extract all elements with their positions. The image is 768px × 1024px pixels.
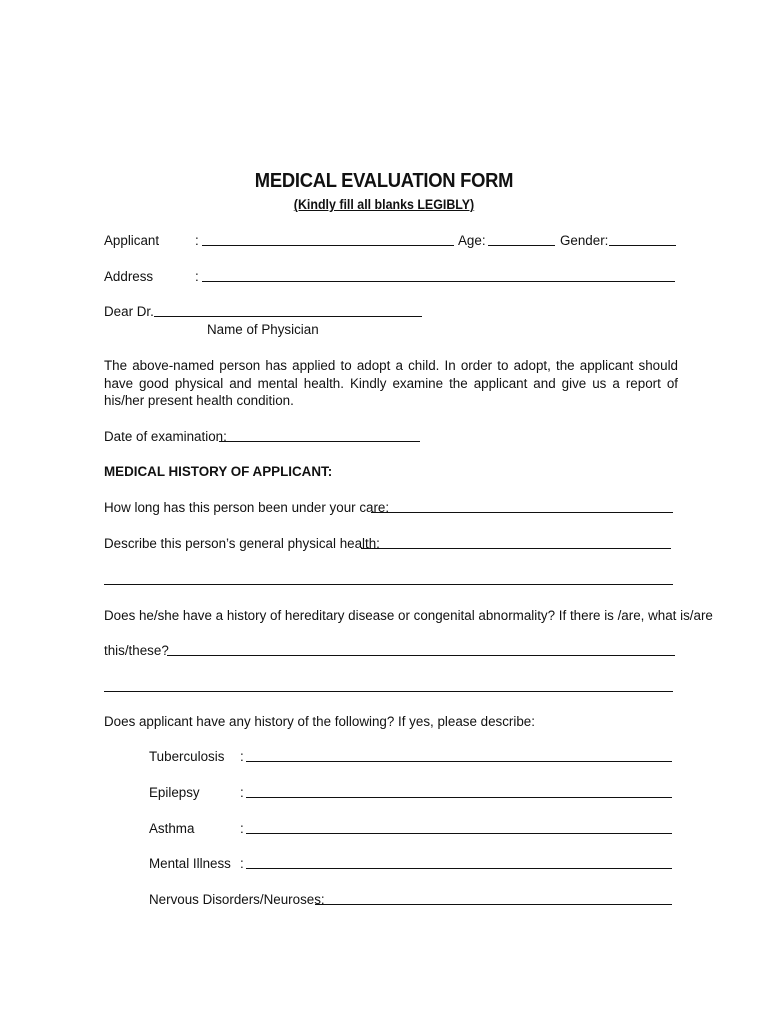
age-field[interactable] [488, 233, 555, 246]
address-field[interactable] [202, 269, 675, 282]
form-subtitle: (Kindly fill all blanks LEGIBLY) [293, 197, 475, 212]
gender-field[interactable] [609, 233, 676, 246]
intro-paragraph: The above-named person has applied to adopt a child. In order to adopt, the applicant should have good physical and mental health. Kindly examine the applicant and give us a report of his/her present health condition. [104, 358, 678, 408]
condition-colon: : [240, 749, 244, 764]
condition-label-tuberculosis: Tuberculosis [149, 749, 225, 764]
asthma-field[interactable] [246, 821, 672, 834]
applicant-name-field[interactable] [202, 233, 454, 246]
hereditary-question: Does he/she have a history of hereditary disease or congenital abnormality? If there is /are, what is/are [104, 608, 713, 623]
date-field[interactable] [219, 429, 420, 442]
date-label: Date of examination: [104, 429, 227, 444]
condition-label-nervous-disorders: Nervous Disorders/Neuroses: [149, 892, 325, 907]
physical-field-line-2[interactable] [104, 572, 673, 585]
condition-label-asthma: Asthma [149, 821, 195, 836]
age-label: Age: [458, 233, 486, 248]
applicant-colon: : [195, 233, 199, 248]
physician-caption: Name of Physician [207, 322, 319, 337]
condition-colon: : [240, 821, 244, 836]
condition-colon: : [240, 785, 244, 800]
condition-colon: : [240, 856, 244, 871]
epilepsy-field[interactable] [246, 785, 672, 798]
condition-label-mental-illness: Mental Illness [149, 856, 231, 871]
care-field[interactable] [371, 500, 673, 513]
physical-question: Describe this person’s general physical health: [104, 536, 380, 551]
physical-field[interactable] [361, 536, 671, 549]
mental-illness-field[interactable] [246, 856, 672, 869]
tuberculosis-field[interactable] [246, 749, 672, 762]
applicant-label: Applicant [104, 233, 160, 248]
history-heading: MEDICAL HISTORY OF APPLICANT: [104, 464, 333, 479]
gender-label: Gender: [560, 233, 609, 248]
hereditary-field[interactable] [167, 643, 675, 656]
form-title: MEDICAL EVALUATION FORM [254, 170, 514, 192]
address-colon: : [195, 269, 199, 284]
care-question: How long has this person been under your care: [104, 500, 390, 515]
following-question: Does applicant have any history of the following? If yes, please describe: [104, 714, 535, 729]
nervous-disorders-field[interactable] [315, 892, 672, 905]
address-label: Address [104, 269, 154, 284]
hereditary-question-cont: this/these? [104, 643, 169, 658]
physician-name-field[interactable] [154, 304, 422, 317]
hereditary-field-line-2[interactable] [104, 679, 673, 692]
condition-label-epilepsy: Epilepsy [149, 785, 200, 800]
dear-dr-label: Dear Dr. [104, 304, 154, 319]
